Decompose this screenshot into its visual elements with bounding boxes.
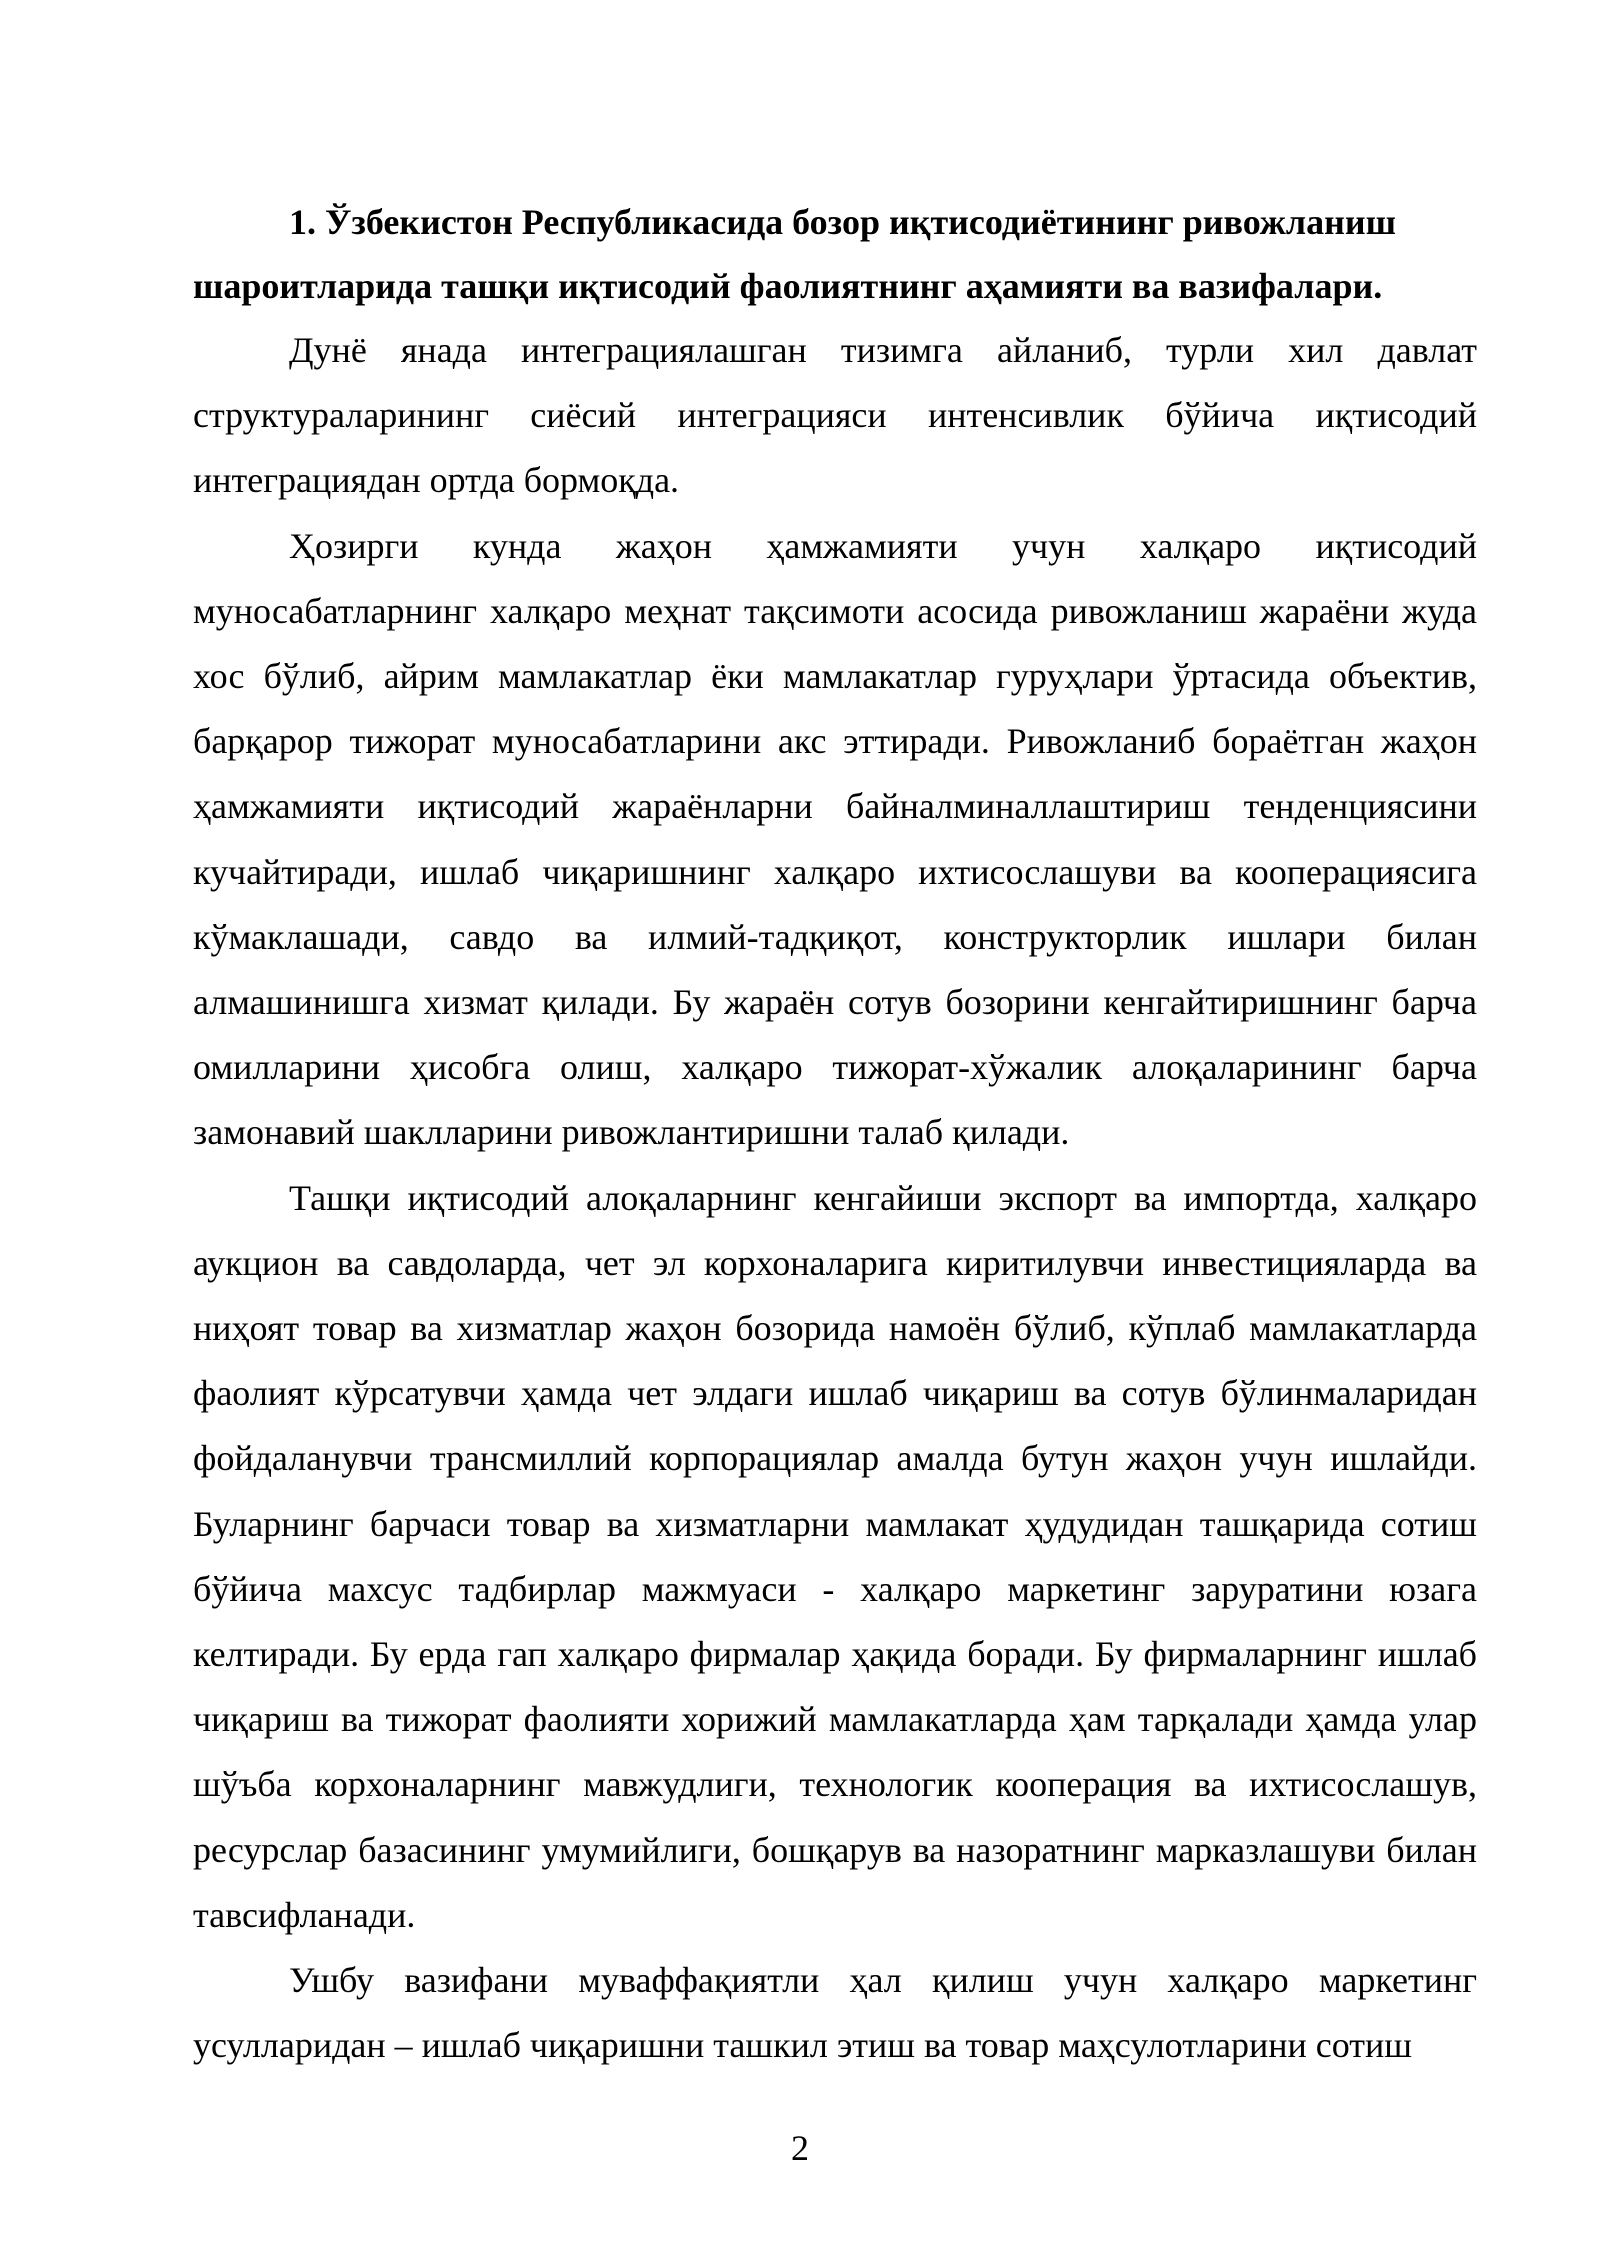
paragraph-1: Дунё янада интеграциялашган тизимга айланиб, турли хил давлат структураларининг сиёсий интеграцияси интенсивлик бўйича иқтисодий интеграциядан ортда бормоқда.: [193, 330, 1477, 501]
paragraph-3: Ташқи иқтисодий алоқаларнинг кенгайиши экспорт ва импортда, халқаро аукцион ва савдоларда, чет эл корхоналарига киритилувчи инвестицияларда ва ниҳоят товар ва хизматлар жаҳон бозорида намоён бўлиб, кўплаб мамлакатларда фаолият кўрсатувчи ҳамда чет элдаги ишлаб чиқариш ва сотув бўлинмаларидан фойдаланувчи трансмиллий корпорациялар амалда бутун жаҳон учун ишлайди. Буларнинг барчаси товар ва хизматларни мамлакат ҳудудидан ташқарида сотиш бўйича махсус тадбирлар мажмуаси - халқаро маркетинг заруратини юзага келтиради. Бу ерда гап халқаро фирмалар ҳақида боради. Бу фирмаларнинг ишлаб чиқариш ва тижорат фаолияти хорижий мамлакатларда ҳам тарқалади ҳамда улар шўъба корхоналарнинг мавжудлиги, технологик кооперация ва ихтисослашув, ресурслар базасининг умумийлиги, бошқарув ва назоратнинг марказлашуви билан тавсифланади.: [193, 1177, 1477, 1935]
page-number: 2: [791, 2128, 809, 2168]
document-page: [193, 190, 1477, 2078]
paragraph-4: Ушбу вазифани муваффақиятли ҳал қилиш учун халқаро маркетинг усулларидан – ишлаб чиқаришни ташкил этиш ва товар маҳсулотларини сотиш: [193, 1960, 1477, 2066]
section-heading: 1. Ўзбекистон Республикасида бозор иқтисодиётининг ривожланиш шароитларида ташқи иқтисодий фаолиятнинг аҳамияти ва вазифалари.: [193, 202, 1396, 306]
paragraph-2: Ҳозирги кунда жаҳон ҳамжамияти учун халқаро иқтисодий муносабатларнинг халқаро меҳнат тақсимоти асосида ривожланиш жараёни жуда хос бўлиб, айрим мамлакатлар ёки мамлакатлар гуруҳлари ўртасида объектив, барқарор тижорат муносабатларини акс эттиради. Ривожланиб бораётган жаҳон ҳамжамияти иқтисодий жараёнларни байналминаллаштириш тенденциясини кучайтиради, ишлаб чиқаришнинг халқаро ихтисослашуви ва кооперациясига кўмаклашади, савдо ва илмий-тадқиқот, конструкторлик ишлари билан алмашинишга хизмат қилади. Бу жараён сотув бозорини кенгайтиришнинг барча омилларини ҳисобга олиш, халқаро тижорат-хўжалик алоқаларининг барча замонавий шаклларини ривожлантиришни талаб қилади.: [193, 525, 1477, 1153]
